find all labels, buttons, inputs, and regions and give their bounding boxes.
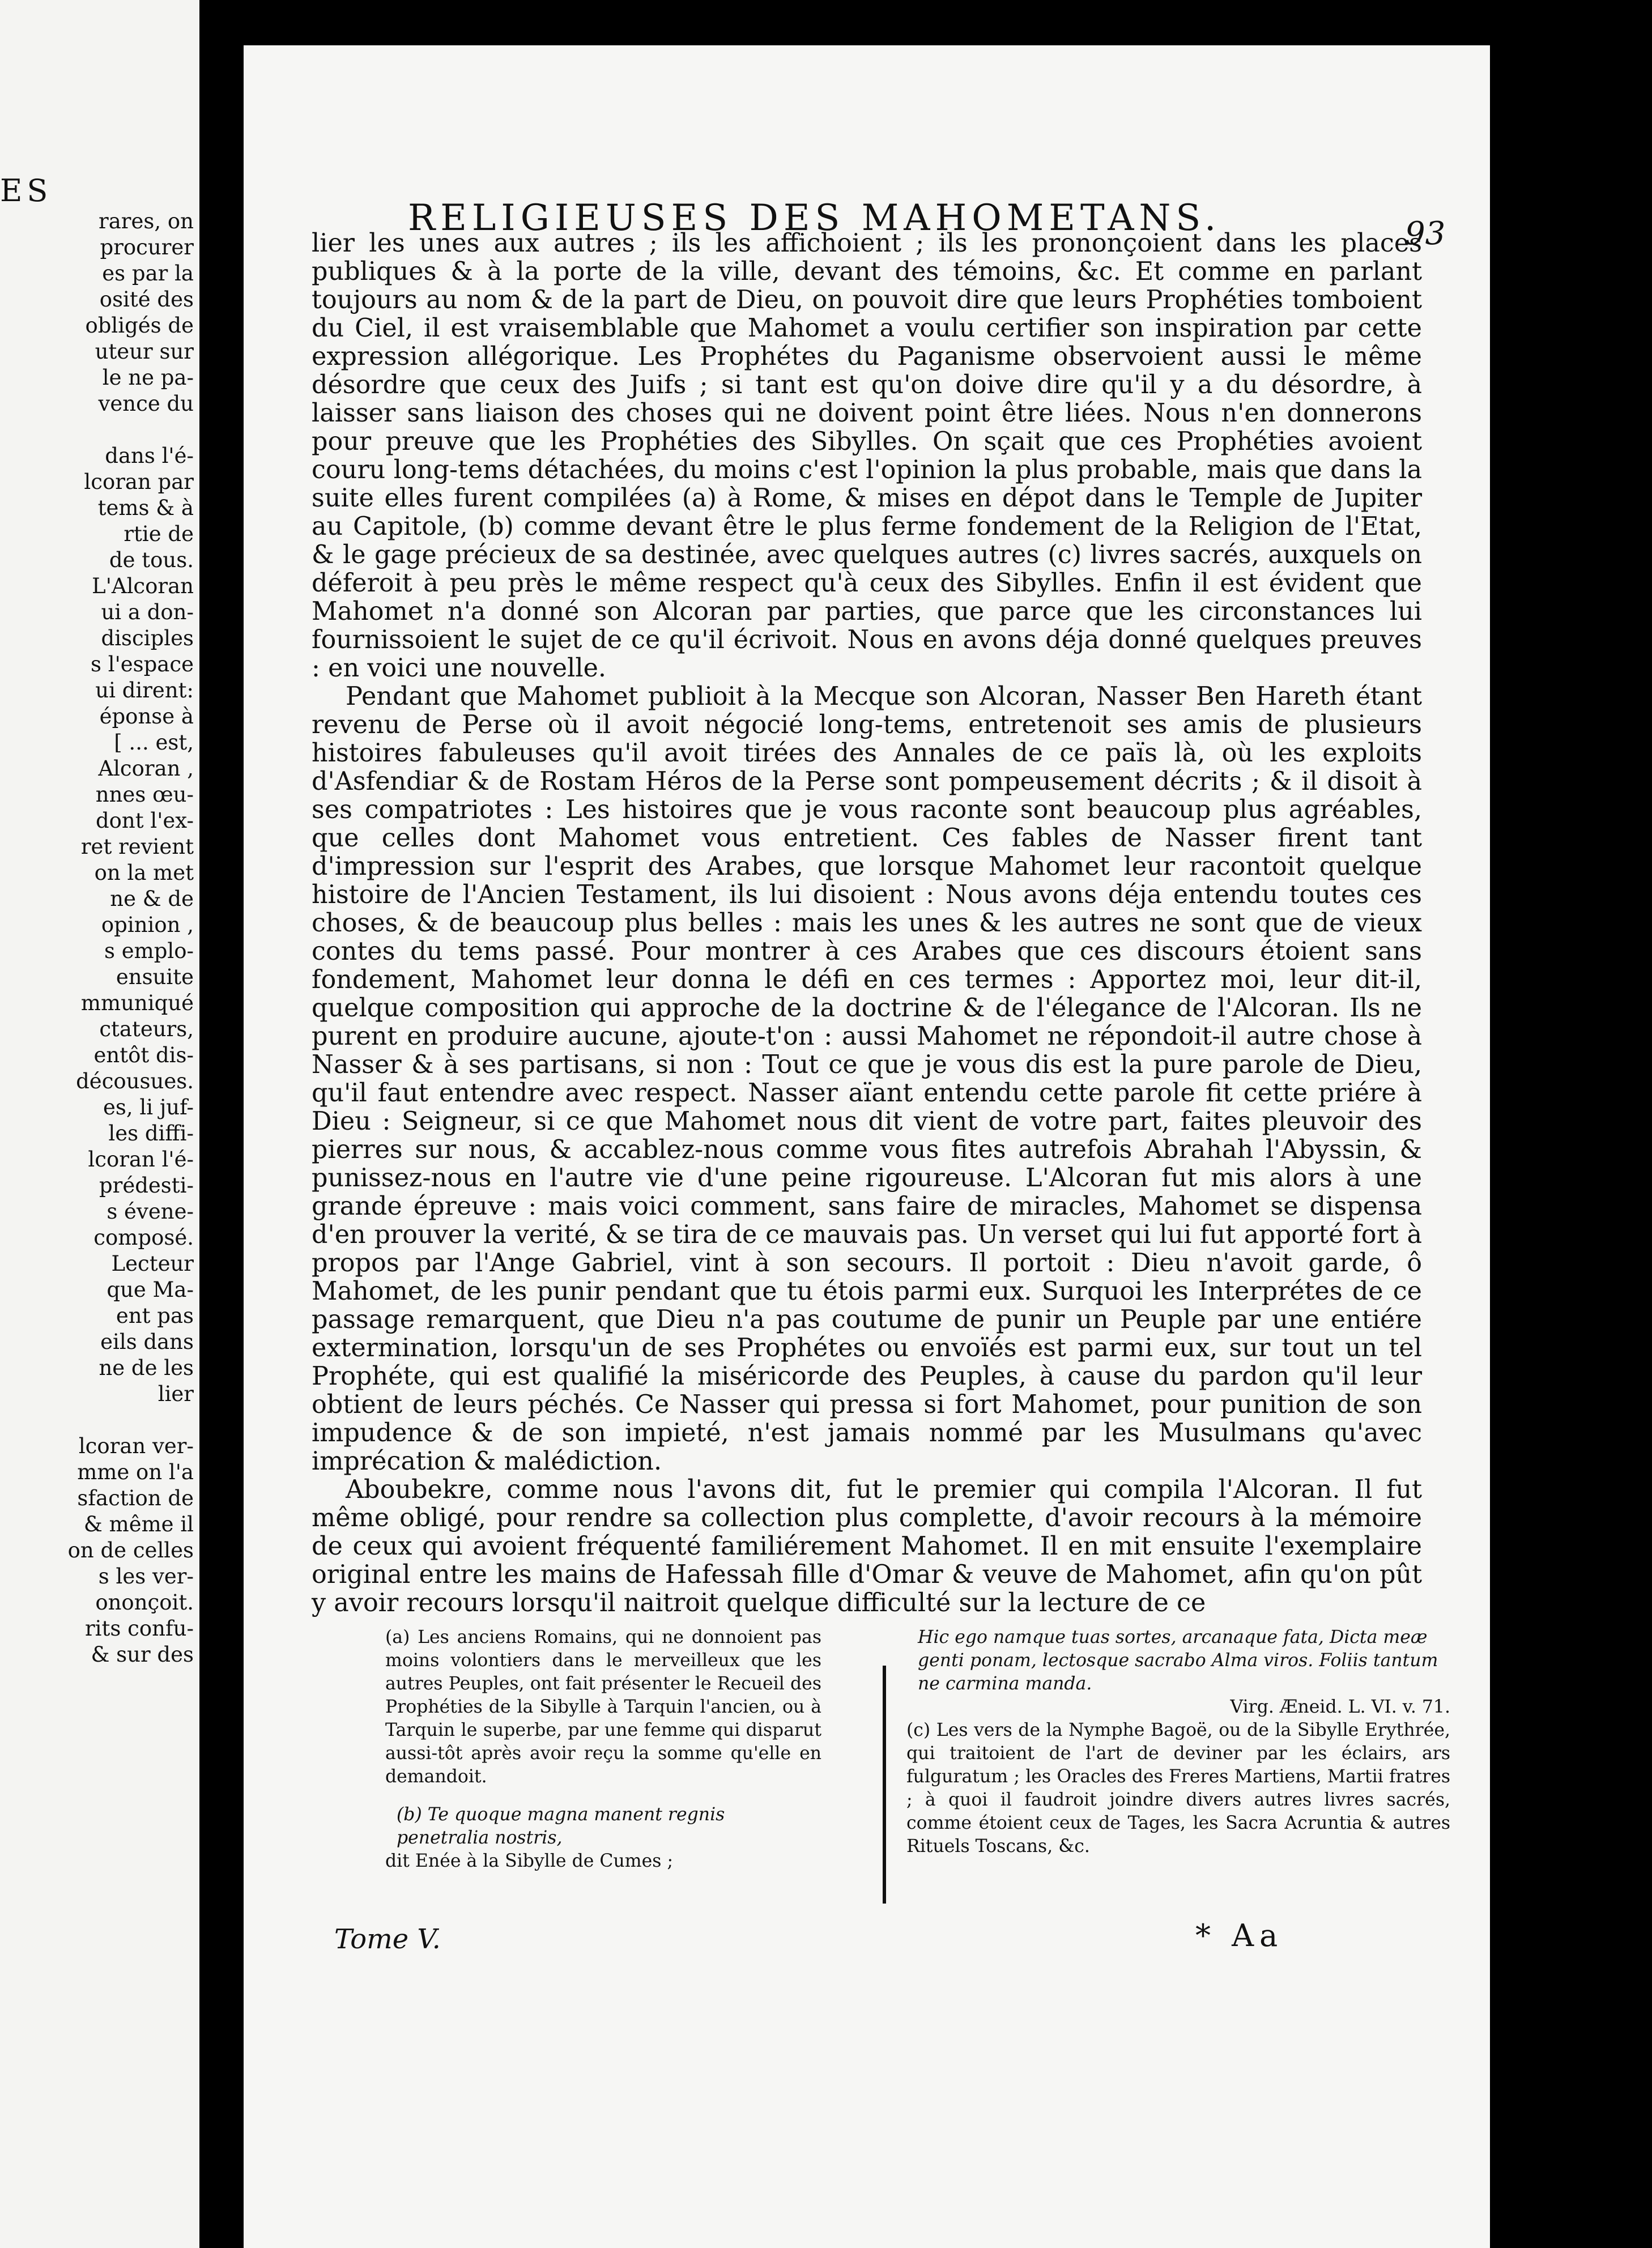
left-page-line: opinion , xyxy=(101,913,194,937)
left-page-line: mmuniqué xyxy=(80,991,194,1015)
left-page-line: es, li juf- xyxy=(103,1095,194,1119)
left-page-line: rits confu- xyxy=(85,1616,194,1641)
footnote-b-quote-continued: Hic ego namque tuas sortes, arcanaque fata, Dicta meæ genti ponam, lectosque sacrabo Alma viros. Foliis tantum ne carmina manda. xyxy=(918,1627,1438,1694)
left-page-line: ui a don- xyxy=(101,600,194,624)
left-page-line: lcoran ver- xyxy=(78,1434,194,1458)
left-page-line: uteur sur xyxy=(95,339,194,364)
left-page-line: Alcoran , xyxy=(98,756,194,781)
left-page-line: mme on l'a xyxy=(77,1460,194,1484)
left-page-line: composé. xyxy=(93,1225,194,1250)
left-page-line: procurer xyxy=(100,235,194,259)
main-page xyxy=(244,45,1490,2248)
left-page-line: que Ma- xyxy=(107,1278,194,1302)
left-page-line: décousues. xyxy=(76,1069,194,1093)
volume-signature: Tome V. xyxy=(334,1923,441,1955)
paragraph-1: lier les unes aux autres ; ils les affichoient ; ils les prononçoient dans les places publiques & à la porte de la ville, devant des témoins, &c. Et comme en parlant toujours au nom & de la part de Dieu, on pouvoit dire que leurs Prophéties tomboient du Ciel, il est vraisemblable que Mahomet a voulu certifier son inspiration par cette expression allégorique. Les Prophétes du Paganisme observoient aussi le même désordre que ceux des Juifs ; si tant est qu'on doive dire qu'il y a du désordre, à laisser sans liaison des choses qui ne doivent point être liées. Nous n'en donnerons pour preuve que les Prophéties des Sibylles. On sçait que ces Prophéties avoient couru long-tems détachées, du moins c'est l'opinion la plus probable, mais que dans la suite elles furent compilées (a) à Rome, & mises en dépot dans le Temple de Jupiter au Capitole, (b) comme devant être le plus ferme fondement de la Religion de l'Etat, & le gage précieux de sa destinée, avec quelques autres (c) livres sacrés, auxquels on déferoit à peu près le même respect qu'à ceux des Sibylles. Enfin il est évident que Mahomet n'a donné son Alcoran par parties, que parce que les circonstances lui fournissoient le sujet de ce qu'il écrivoit. Nous en avons déja donné quelques preuves : en voici une nouvelle. xyxy=(312,229,1422,683)
left-page-header: ES xyxy=(0,173,53,208)
left-page-line: lcoran par xyxy=(84,470,194,494)
left-page-line: s l'espace xyxy=(90,652,194,676)
left-page-line: & sur des xyxy=(91,1642,194,1667)
left-page-line: tems & à xyxy=(97,496,194,520)
left-page-line: éponse à xyxy=(99,704,194,729)
left-page-line: sfaction de xyxy=(77,1486,194,1510)
footnote-b-quote: (b) Te quoque magna manent regnis penetralia nostris, xyxy=(397,1804,725,1848)
left-page-line: ctateurs, xyxy=(99,1017,194,1041)
paragraph-2: Pendant que Mahomet publioit à la Mecque son Alcoran, Nasser Ben Hareth étant revenu de Perse où il avoit négocié long-tems, entretenoit ses amis de plusieurs histoires fabuleuses qu'il avoit tirées des Annales de ce païs là, où les exploits d'Asfendiar & de Rostam Héros de la Perse sont pompeusement décrits ; & il disoit à ses compatriotes : Les histoires que je vous raconte sont beaucoup plus agréables, que celles dont Mahomet vous entretient. Ces fables de Nasser firent tant d'impression sur l'esprit des Arabes, que lorsque Mahomet leur racontoit quelque histoire de l'Ancien Testament, ils lui disoient : Nous avons déja entendu toutes ces choses, & de beaucoup plus belles : mais les unes & les autres ne sont que de vieux contes du tems passé. Pour montrer à ces Arabes que ces discours étoient sans fondement, Mahomet leur donna le défi en ces termes : Apportez moi, leur dit-il, quelque composition qui approche de la doctrine & de l'élegance de l'Alcoran. Ils ne purent en produire aucune, ajoute-t'on : aussi Mahomet ne répondoit-il autre chose à Nasser & à ses partisans, si non : Tout ce que je vous dis est la pure parole de Dieu, qu'il faut entendre avec respect. Nasser aïant entendu cette parole fit cette priére à Dieu : Seigneur, si ce que Mahomet nous dit vient de votre part, faites pleuvoir des pierres sur nous, & accablez-nous comme vous fites autrefois Abrahah l'Abyssin, & punissez-nous en l'autre vie d'une peine rigoureuse. L'Alcoran fut mis alors à une grande épreuve : mais voici comment, sans faire de miracles, Mahomet se dispensa d'en prouver la verité, & se tira de ce mauvais pas. Un verset qui lui fut apporté fort à propos par l'Ange Gabriel, vint à son secours. Il portoit : Dieu n'avoit garde, ô Mahomet, de les punir pendant que tu étois parmi eux. Surquoi les Interprétes de ce passage remarquent, que Dieu n'a pas coutume de punir un Peuple par une entiére extermination, lorsqu'un de ses Prophétes ou envoïés est parmi eux, sur tout un tel Prophéte, qui est qualifié la miséricorde des Peuples, à cause du pardon qu'il leur obtient de leurs péchés. Ce Nasser qui pressa si fort Mahomet, pour punition de son impudence & de son impieté, n'est jamais nommé par les Musulmans qu'avec imprécation & malédiction. xyxy=(312,682,1422,1476)
left-page-line: ne de les xyxy=(99,1356,194,1380)
left-page-line: on la met xyxy=(94,861,194,885)
left-page-line: les diffi- xyxy=(108,1121,194,1146)
left-page-line: s les ver- xyxy=(98,1564,194,1589)
left-page-line: ret revient xyxy=(80,835,194,859)
left-page-line: lcoran l'é- xyxy=(88,1147,194,1172)
left-page-line: vence du xyxy=(98,391,194,416)
left-page-line: dans l'é- xyxy=(105,444,194,468)
left-page-line: lier xyxy=(157,1382,194,1406)
left-page-line: s évene- xyxy=(107,1199,194,1224)
footnote-b-source: Virg. Æneid. L. VI. v. 71. xyxy=(1230,1697,1450,1717)
footnotes-left-column xyxy=(385,1626,821,1873)
left-page-line: rtie de xyxy=(124,522,194,546)
left-page-line: Lecteur xyxy=(111,1251,194,1276)
footnotes-right-column xyxy=(906,1626,1450,1858)
footnote-a: (a) Les anciens Romains, qui ne donnoient pas moins volontiers dans le merveilleux que les autres Peuples, ont fait présenter le Recueil des Prophéties de la Sibylle à Tarquin l'ancien, ou à Tarquin le superbe, par une femme qui disparut aussi-tôt après avoir reçu la somme qu'elle en demandoit. xyxy=(385,1627,821,1787)
footnote-c: (c) Les vers de la Nymphe Bagoë, ou de la Sibylle Erythrée, qui traitoient de l'art de deviner par les éclairs, ars fulguratum ; les Oracles des Freres Martiens, Martii fratres ; à quoi il faudroit joindre divers autres livres sacrés, comme étoient ceux de Tages, les Sacra Acruntia & autres Rituels Toscans, &c. xyxy=(906,1720,1450,1857)
gathering-mark: * Aa xyxy=(1195,1918,1284,1953)
left-page-line: nnes œu- xyxy=(95,782,194,807)
left-page-line: ui dirent: xyxy=(95,678,194,702)
left-page-line: le ne pa- xyxy=(102,365,194,390)
running-header: RELIGIEUSES DES MAHOMETANS. xyxy=(408,197,1221,239)
left-page-line: es par la xyxy=(102,261,194,286)
scan-border xyxy=(1490,0,1652,2248)
left-page-line: ne & de xyxy=(110,887,194,911)
left-page-line: ononçoit. xyxy=(95,1590,194,1615)
left-page-line: osité des xyxy=(99,287,194,312)
left-page-line: prédesti- xyxy=(99,1173,194,1198)
left-page-line: on de celles xyxy=(67,1538,194,1562)
left-page-line: L'Alcoran xyxy=(92,574,194,598)
paragraph-3: Aboubekre, comme nous l'avons dit, fut le premier qui compila l'Alcoran. Il fut même obligé, pour rendre sa collection plus complette, d'avoir recours à la mémoire de ceux qui avoient fréquenté familiérement Mahomet. Il en mit ensuite l'exemplaire original entre les mains de Hafessah fille d'Omar & veuve de Mahomet, afin qu'on pût y avoir recours lorsqu'il naitroit quelque difficulté sur la lecture de ce xyxy=(312,1475,1422,1617)
left-page-line: obligés de xyxy=(85,313,194,338)
left-page-line: entôt dis- xyxy=(93,1043,194,1067)
left-page-line: ent pas xyxy=(116,1304,194,1328)
left-page-line: de tous. xyxy=(109,548,194,572)
body-text xyxy=(312,229,1422,1617)
left-page-line: disciples xyxy=(101,626,194,650)
footnote-b-attribution: dit Enée à la Sibylle de Cumes ; xyxy=(385,1851,674,1871)
left-page-line: s emplo- xyxy=(104,939,194,963)
column-divider xyxy=(883,1666,886,1904)
left-page-line: ensuite xyxy=(116,965,194,989)
left-page-line: [ ... est, xyxy=(114,730,194,755)
left-page-fragment xyxy=(0,0,199,2248)
left-page-line: dont l'ex- xyxy=(95,808,194,833)
left-page-line: eils dans xyxy=(100,1330,194,1354)
left-page-line: rares, on xyxy=(99,209,194,233)
page-number: 93 xyxy=(1405,215,1446,252)
footnotes xyxy=(385,1626,1450,1870)
left-page-line: & même il xyxy=(83,1512,194,1536)
book-gutter xyxy=(199,0,244,2248)
